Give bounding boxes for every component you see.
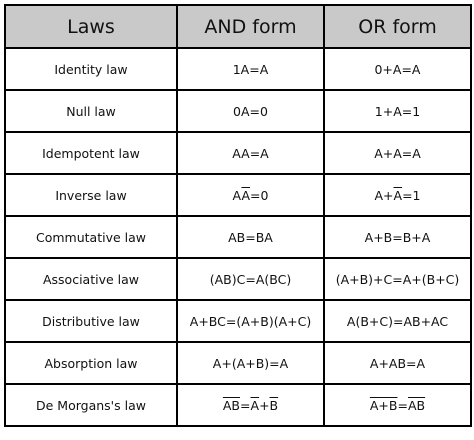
law-name: Absorption law [5,342,177,384]
or-form-cell: A+B=B+A [324,216,471,258]
law-name: Distributive law [5,300,177,342]
table-row [5,384,471,426]
law-name: Inverse law [5,174,177,216]
header-laws: Laws [5,5,177,48]
header-or-form: OR form [324,5,471,48]
law-name: Associative law [5,258,177,300]
complement-bar: $\overline{AB}$ [222,397,241,413]
law-name: De Morgans's law [5,384,177,426]
and-form-cell: 0A=0 [177,90,324,132]
or-form-cell: $A+B=\overline{AB}$ [324,384,471,426]
or-form-cell: (A+B)+C=A+(B+C) [324,258,471,300]
and-form-cell: (AB)C=A(BC) [177,258,324,300]
and-form-cell: AB=BA [177,216,324,258]
or-form-cell: 1+A=1 [324,90,471,132]
and-form-cell: $\overline{AB}=\overline{A}+\overline{B}$ [177,384,324,426]
table-row [5,174,471,216]
or-form-cell: A+A=A [324,132,471,174]
and-form-cell: A+(A+B)=A [177,342,324,384]
law-name: Null law [5,90,177,132]
or-form-cell: 0+A=A [324,48,471,90]
and-form-cell: AA=A [177,132,324,174]
boolean-laws-table [4,4,472,427]
complement-bar: $\overline{AB}$ [407,397,426,413]
table-row [5,90,471,132]
or-form-cell: A+AB=A [324,342,471,384]
complement-bar: $\overline{A}$ [250,397,260,413]
law-name: Commutative law [5,216,177,258]
law-name: Identity law [5,48,177,90]
complement-bar: $\overline{B}$ [269,397,279,413]
and-form-cell: A+BC=(A+B)(A+C) [177,300,324,342]
table-row [5,48,471,90]
table-row [5,216,471,258]
table-row [5,132,471,174]
table-row [5,258,471,300]
complement-bar: $\overline{A}$ [241,187,251,203]
or-form-cell: A(B+C)=AB+AC [324,300,471,342]
and-form-cell: $A\overline{A}=0$ [177,174,324,216]
table-row [5,342,471,384]
complement-bar: $\overline{A}$ [393,187,403,203]
and-form-cell: 1A=A [177,48,324,90]
law-name: Idempotent law [5,132,177,174]
or-form-cell: $A+\overline{A}=1$ [324,174,471,216]
complement-bar: A+B [369,397,398,413]
header-and-form: AND form [177,5,324,48]
header-row [5,5,471,48]
table-row [5,300,471,342]
